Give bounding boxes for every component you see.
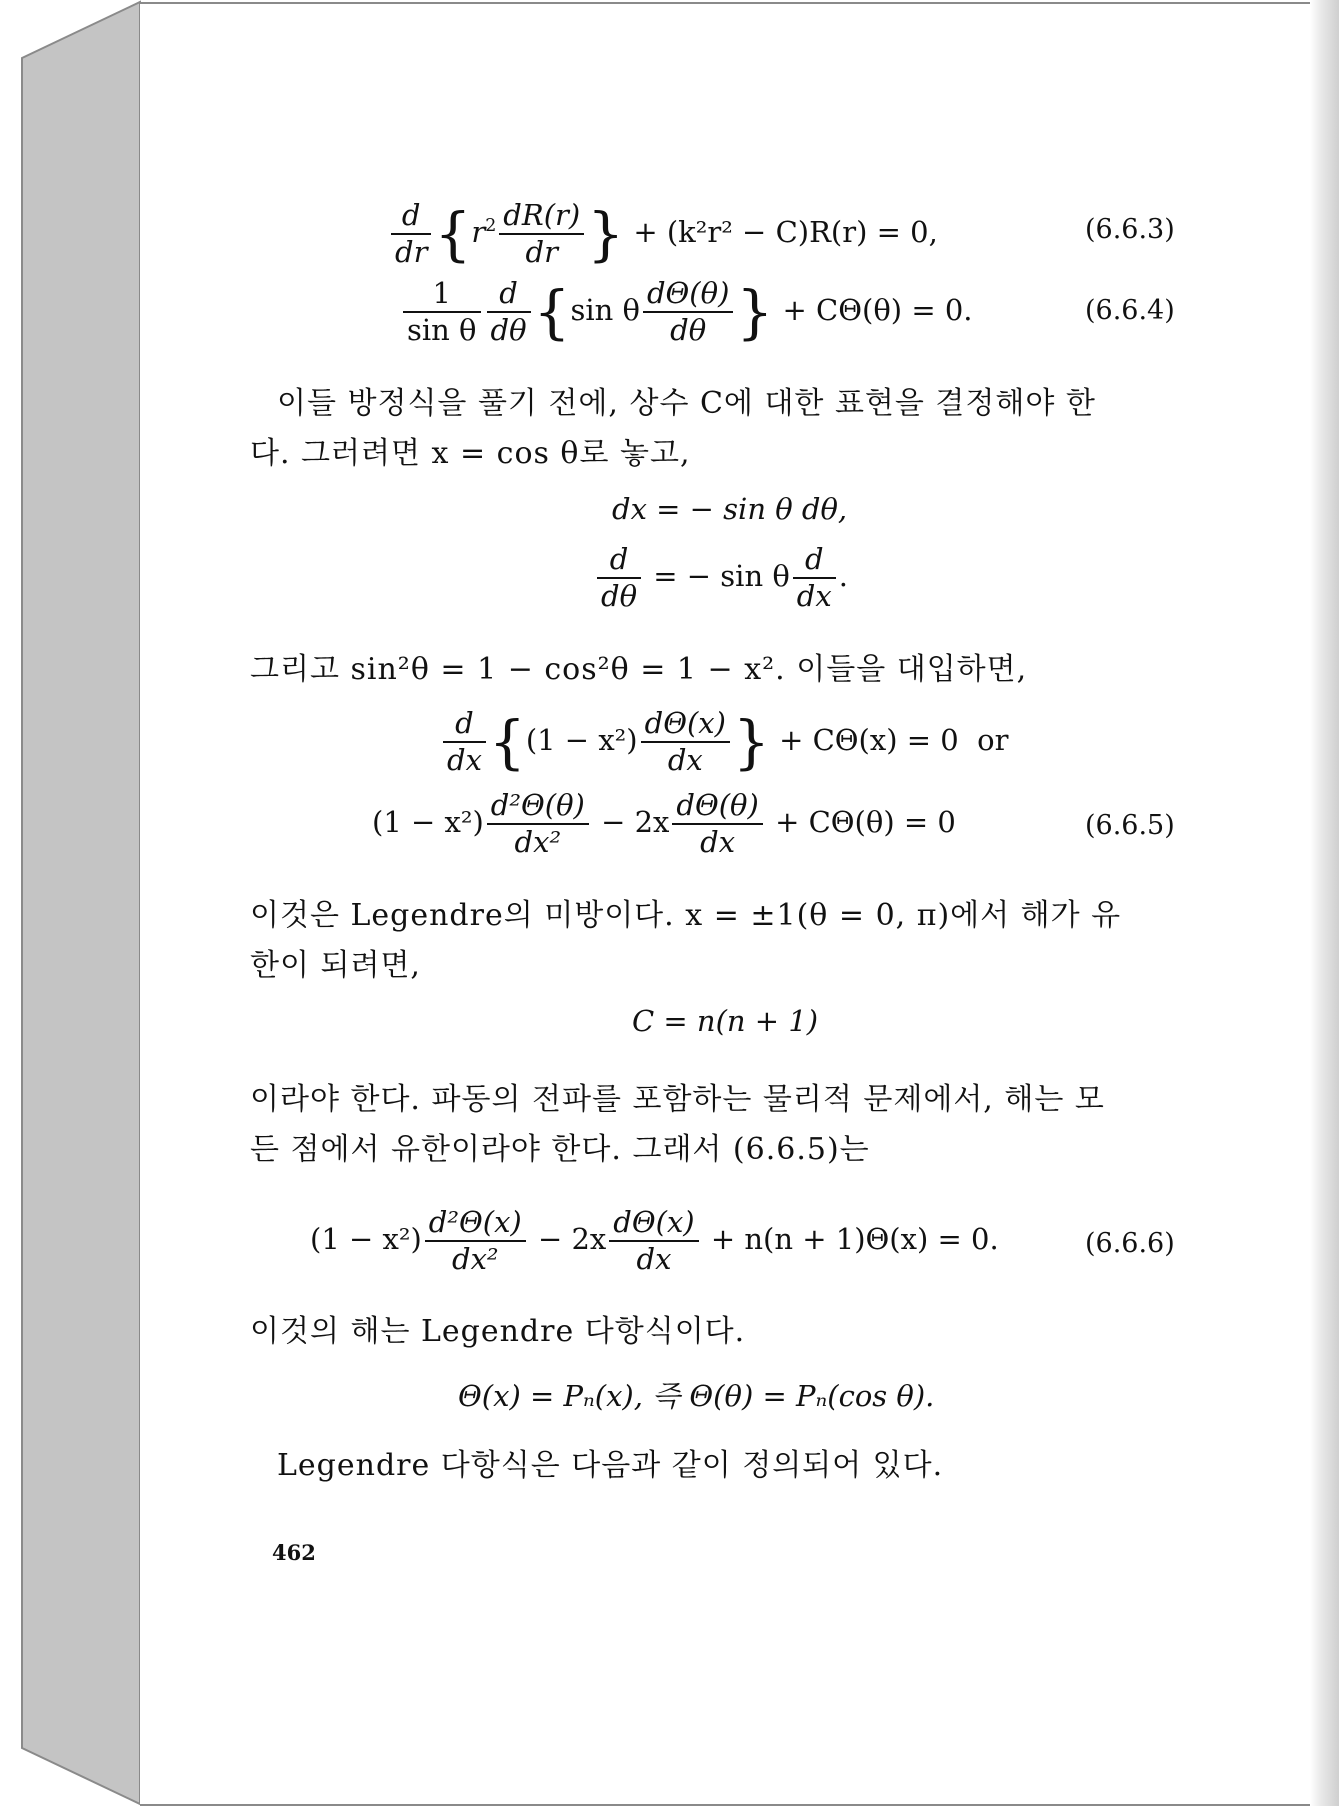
paragraph-1-line-1: 이들 방정식을 풀기 전에, 상수 C에 대한 표현을 결정해야 한	[277, 386, 1096, 421]
page-number: 462	[272, 1540, 316, 1565]
paragraph-6: Legendre 다항식은 다음과 같이 정의되어 있다.	[277, 1448, 944, 1483]
equation-number-6-6-3: (6.6.3)	[1085, 214, 1175, 245]
paragraph-3-line-2: 한이 되려면,	[250, 948, 421, 983]
page-right-edge	[1310, 0, 1339, 1806]
page-content	[150, 0, 1189, 1806]
paragraph-5: 이것의 해는 Legendre 다항식이다.	[250, 1314, 746, 1349]
equation-number-6-6-6: (6.6.6)	[1085, 1228, 1175, 1259]
paragraph-3-line-1: 이것은 Legendre의 미방이다. x = ±1(θ = 0, π)에서 해가 유	[250, 898, 1122, 933]
paragraph-1-line-2: 다. 그러려면 x = cos θ로 놓고,	[250, 436, 691, 471]
equation-c-value: C = n(n + 1)	[632, 1004, 819, 1038]
equation-6-6-6: (1 − x²) $\frac{\text{d²Θ(x)}}{\text{dx²}}$ − 2x $\frac{d\Theta(x)}{dx}$ + n(n + 1)Θ(x) = 0.	[310, 1205, 999, 1276]
equation-6-6-3: $\frac{d}{dr}$ {$r^2$ $\frac{dR(r)}{dr}$ } + (k²r² − C)R(r) = 0,	[388, 198, 938, 270]
book-side-edge	[0, 0, 150, 1806]
paragraph-4-line-1: 이라야 한다. 파동의 전파를 포함하는 물리적 문제에서, 해는 모	[250, 1082, 1105, 1117]
equation-number-6-6-4: (6.6.4)	[1085, 295, 1175, 326]
equation-dx: dx = − sin θ dθ,	[612, 492, 848, 526]
equation-6-6-4: $\frac{1}{\text{sin θ}}$ $\frac{d}{d\theta}$ {sin θ $\frac{d\Theta(\theta)}{d\theta}$ } + CΘ(θ) = 0.	[400, 276, 973, 348]
equation-number-6-6-5: (6.6.5)	[1085, 810, 1175, 841]
equation-solution: Θ(x) = Pₙ(x), 즉 Θ(θ) = Pₙ(cos θ).	[458, 1379, 935, 1413]
equation-legendre-form-1: $\frac{d}{dx}$ {(1 − x²) $\frac{d\Theta(x)}{dx}$ } + CΘ(x) = 0 or	[440, 706, 1009, 778]
paragraph-2: 그리고 sin²θ = 1 − cos²θ = 1 − x². 이들을 대입하면,	[250, 652, 1028, 687]
paragraph-4-line-2: 든 점에서 유한이라야 한다. 그래서 (6.6.5)는	[250, 1132, 870, 1167]
equation-d-dtheta: $\frac{d}{d\theta}$ = − sin θ $\frac{d}{dx}$ .	[594, 542, 848, 614]
equation-6-6-5: (1 − x²) $\frac{\text{d²Θ(θ)}}{\text{dx²}}$ − 2x $\frac{d\Theta(\theta)}{dx}$ + CΘ(θ) = 0	[372, 788, 956, 859]
